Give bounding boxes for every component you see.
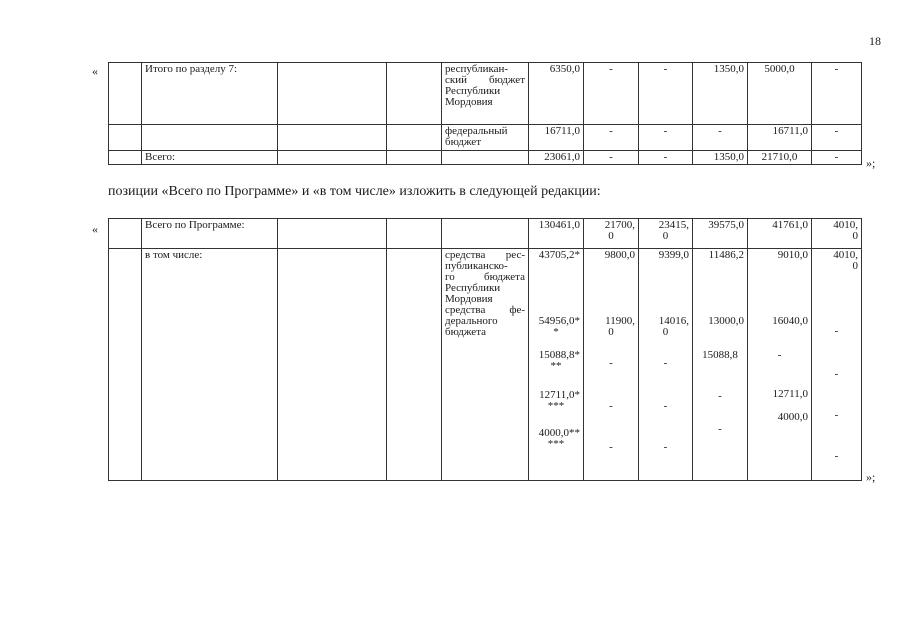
table-cell [442, 219, 529, 249]
table-cell [109, 125, 142, 151]
funding-sources-cell: средства рес- публиканско- го бюджета Республики Мордовия средства фе- дерального бюджета [442, 249, 529, 481]
value-cell: - [584, 125, 639, 151]
table-cell [387, 151, 442, 165]
table-row [109, 125, 862, 151]
section-7-totals-table [108, 62, 862, 165]
program-total-label: Всего по Программе: [142, 219, 278, 249]
value-cell: 4010, 0 [812, 219, 862, 249]
opening-quote: « [92, 222, 98, 236]
table-cell [387, 125, 442, 151]
including-label: в том числе: [142, 249, 278, 481]
source-cell-federal-budget: федеральный бюджет [442, 125, 529, 151]
value-cell: - [639, 63, 693, 125]
value-cell: - [584, 63, 639, 125]
table-cell [387, 219, 442, 249]
table-cell [278, 219, 387, 249]
closing-quote: »; [866, 156, 876, 170]
value-column-year: 11486,2 13000,0 15088,8 - - [693, 249, 748, 481]
table-cell [442, 151, 529, 165]
value-column-year: 9010,0 16040,0 - 12711,0 4000,0 [748, 249, 812, 481]
value-cell: - [584, 151, 639, 165]
table-cell [278, 151, 387, 165]
value-cell: 23061,0 [529, 151, 584, 165]
value-cell: 16711,0 [748, 125, 812, 151]
source-cell-republic-budget: республикан- ский бюджет Республики Мордовия [442, 63, 529, 125]
value-cell: 16711,0 [529, 125, 584, 151]
value-cell: - [812, 151, 862, 165]
value-cell: 1350,0 [693, 63, 748, 125]
table-cell [278, 249, 387, 481]
value-cell: 1350,0 [693, 151, 748, 165]
value-cell: 6350,0 [529, 63, 584, 125]
grand-total-label: Всего: [142, 151, 278, 165]
table-cell [109, 219, 142, 249]
table-cell [142, 125, 278, 151]
table-cell [109, 151, 142, 165]
closing-quote: »; [866, 470, 876, 484]
value-cell: - [693, 125, 748, 151]
value-cell: - [812, 63, 862, 125]
value-cell: 39575,0 [693, 219, 748, 249]
section-total-label: Итого по разделу 7: [142, 63, 278, 125]
table-cell [109, 249, 142, 481]
value-cell: 41761,0 [748, 219, 812, 249]
table-row [109, 249, 862, 481]
table-cell [387, 63, 442, 125]
value-cell: 21710,0 [748, 151, 812, 165]
table-row [109, 151, 862, 165]
page-number: 18 [869, 34, 881, 48]
opening-quote: « [92, 64, 98, 78]
value-cell: 5000,0 [748, 63, 812, 125]
value-column-year: 9800,0 11900, 0 - - - [584, 249, 639, 481]
table-cell [278, 125, 387, 151]
value-cell: - [812, 125, 862, 151]
instruction-paragraph: позиции «Всего по Программе» и «в том числе» изложить в следующей редакции: [108, 184, 601, 199]
value-cell: - [639, 151, 693, 165]
value-column-total: 43705,2* 54956,0* * 15088,8* ** 12711,0* *** 4000,0** *** [529, 249, 584, 481]
table-row [109, 63, 862, 125]
program-totals-table [108, 218, 862, 481]
table-cell [278, 63, 387, 125]
value-column-year: 4010, 0 - - - - [812, 249, 862, 481]
table-cell [109, 63, 142, 125]
value-cell: 23415, 0 [639, 219, 693, 249]
value-column-year: 9399,0 14016, 0 - - - [639, 249, 693, 481]
table-cell [387, 249, 442, 481]
value-cell: - [639, 125, 693, 151]
value-cell: 130461,0 [529, 219, 584, 249]
value-cell: 21700, 0 [584, 219, 639, 249]
table-row [109, 219, 862, 249]
